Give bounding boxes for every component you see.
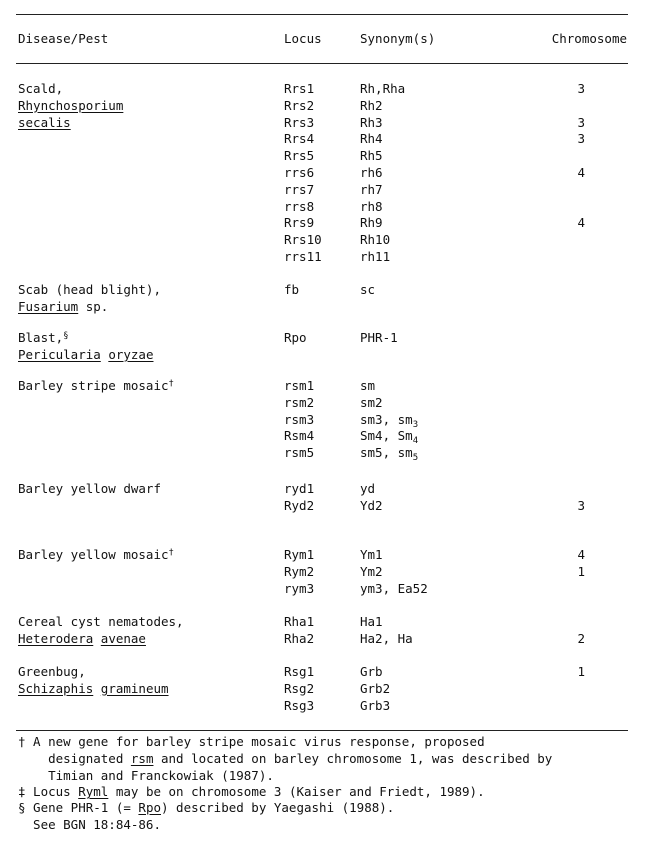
table-bottom-rule (16, 730, 628, 731)
synonym-subscript: 3 (412, 419, 419, 430)
disease-text: Scab (head blight), (18, 282, 161, 297)
locus-cell: Rrs9 (284, 215, 315, 231)
locus-cell: rrs7 (284, 181, 315, 197)
locus-cell: Rrs2 (284, 97, 315, 113)
footnote-underlined-term: Rpo (138, 800, 161, 815)
footnote-text: See BGN 18:84-86. (18, 816, 161, 832)
header-synonyms: Synonym(s) (360, 31, 436, 46)
disease-gap (93, 631, 101, 646)
locus-cell: rsm2 (284, 394, 315, 410)
synonym-text: Grb3 (360, 697, 391, 713)
locus-cell: rsm5 (284, 445, 315, 461)
synonym-cell (360, 411, 418, 428)
footnote-text: ) described by Yaegashi (1988). (161, 800, 395, 815)
synonym-text: ym3, Ea52 (360, 580, 428, 596)
chromosome-cell: 1 (577, 563, 585, 579)
synonym-text: yd (360, 481, 376, 496)
disease-text: Greenbug, (18, 664, 86, 679)
synonym-subscript: 4 (412, 436, 419, 447)
footnote-line (18, 750, 552, 767)
disease-name-line (18, 329, 69, 346)
synonym-cell (360, 329, 398, 346)
locus-cell: Rrs3 (284, 114, 315, 130)
disease-name-line (18, 114, 71, 131)
synonym-cell (360, 281, 375, 298)
chromosome-cell: 4 (577, 547, 585, 562)
footnote-text: designated (18, 750, 131, 766)
disease-name-line (18, 80, 63, 97)
chromosome-cell: 2 (577, 630, 585, 646)
synonym-cell (360, 563, 383, 580)
synonym-cell (360, 680, 390, 697)
disease-text: oryzae (108, 346, 154, 362)
locus-cell: Rha2 (284, 630, 315, 646)
disease-name-line (18, 613, 184, 630)
disease-text: gramineum (100, 680, 169, 696)
synonym-cell (360, 181, 383, 198)
footnote-text: § Gene PHR-1 (= (18, 800, 139, 815)
synonym-text: rh6 (360, 165, 383, 180)
locus-cell: Rsg1 (284, 664, 315, 679)
synonym-cell (360, 630, 413, 647)
locus-cell: rrs6 (284, 165, 315, 180)
disease-text: Schizaphis (18, 680, 94, 696)
synonym-text: Grb2 (360, 680, 391, 696)
chromosome-cell: 4 (577, 165, 585, 180)
synonym-cell (360, 97, 383, 114)
synonym-cell (360, 480, 375, 497)
synonym-text: sc (360, 282, 376, 297)
chromosome-cell: 1 (577, 664, 585, 679)
disease-text: Scald, (18, 81, 64, 96)
disease-name-line (18, 97, 123, 114)
synonym-cell (360, 497, 383, 514)
locus-cell: Rrs10 (284, 232, 322, 248)
footnote-underlined-term: Ryml (78, 784, 109, 799)
synonym-text: Ha2, Ha (360, 630, 413, 646)
footnote-underlined-term: rsm (130, 750, 154, 766)
synonym-cell (360, 198, 383, 215)
locus-cell: Rym2 (284, 563, 315, 579)
synonym-text: Rh10 (360, 232, 391, 248)
synonym-cell (360, 130, 383, 147)
locus-cell: rsm3 (284, 411, 315, 427)
disease-name-line (18, 663, 86, 680)
synonym-cell (360, 231, 390, 248)
disease-name-line (18, 281, 161, 298)
locus-cell: Rrs1 (284, 81, 315, 96)
disease-text: Blast, (18, 330, 64, 345)
chromosome-cell: 3 (577, 81, 585, 96)
locus-cell: Rrs4 (284, 131, 315, 147)
synonym-cell (360, 164, 383, 181)
synonym-text: Yd2 (360, 497, 383, 513)
chromosome-cell: 3 (577, 114, 585, 130)
synonym-cell (360, 147, 383, 164)
locus-cell: Rsg2 (284, 680, 315, 696)
synonym-text: Rh4 (360, 131, 383, 147)
synonym-cell (360, 394, 383, 411)
locus-cell: Rym1 (284, 547, 315, 562)
synonym-cell (360, 613, 383, 630)
synonym-cell (360, 248, 390, 265)
header-locus: Locus (284, 31, 322, 46)
synonym-text: Sm4, Sm (360, 428, 413, 444)
synonym-subscript: 5 (412, 453, 419, 464)
locus-cell: Rrs5 (284, 148, 315, 164)
footnote-text: and located on barley chromosome 1, was described by (153, 750, 553, 766)
synonym-text: Ym2 (360, 563, 383, 579)
synonym-text: Rh9 (360, 215, 383, 231)
header-disease: Disease/Pest (18, 31, 109, 46)
chromosome-cell: 4 (577, 215, 585, 231)
header-rule (16, 63, 628, 64)
disease-gap (93, 681, 101, 696)
disease-name-line (18, 346, 153, 363)
footnote-line (18, 767, 274, 784)
synonym-cell (360, 663, 383, 680)
footnote-text: Timian and Franckowiak (1987). (18, 767, 274, 783)
synonym-text: PHR-1 (360, 330, 398, 345)
synonym-cell (360, 377, 375, 394)
footnote-line (18, 783, 485, 800)
synonym-cell (360, 80, 405, 97)
synonym-cell (360, 444, 419, 464)
disease-text: Cereal cyst nematodes, (18, 614, 184, 629)
disease-text: avenae (100, 630, 146, 646)
synonym-cell (360, 546, 383, 563)
chromosome-cell: 3 (577, 131, 585, 147)
locus-cell: rrs8 (284, 198, 315, 214)
synonym-text: Rh5 (360, 148, 383, 164)
synonym-cell (360, 114, 383, 131)
synonym-text: sm5, sm (360, 445, 413, 461)
locus-cell: fb (284, 282, 300, 297)
footnote-text: ‡ Locus (18, 784, 79, 799)
locus-cell: Rpo (284, 330, 307, 345)
synonym-text: sm2 (360, 394, 383, 410)
locus-cell: Rha1 (284, 614, 315, 629)
disease-name-line (18, 480, 161, 497)
locus-cell: rym3 (284, 580, 315, 596)
footnote-line (18, 733, 485, 750)
header-chromosome: Chromosome (551, 31, 627, 46)
locus-cell: Rsm4 (284, 428, 315, 444)
locus-cell: rsm1 (284, 378, 315, 393)
disease-text: Fusarium (18, 298, 79, 314)
disease-name-line (18, 298, 108, 315)
footnote-marker: † (168, 548, 174, 558)
locus-cell: Rsg3 (284, 697, 315, 713)
disease-text: secalis (18, 114, 71, 130)
synonym-text: Rh2 (360, 97, 383, 113)
footnote-marker: § (63, 331, 69, 341)
synonym-cell (360, 697, 390, 714)
locus-cell: rrs11 (284, 249, 322, 264)
disease-text: Barley yellow mosaic (18, 547, 169, 562)
disease-name-line (18, 546, 174, 563)
synonym-text: sm3, sm (360, 411, 413, 427)
disease-name-line (18, 630, 146, 647)
disease-text: sp. (78, 298, 109, 314)
synonym-text: Rh,Rha (360, 81, 406, 96)
synonym-cell (360, 580, 428, 597)
synonym-text: Ha1 (360, 614, 383, 629)
top-rule (16, 14, 628, 15)
footnote-marker: † (168, 379, 174, 389)
disease-text: Barley yellow dwarf (18, 481, 161, 496)
disease-text: Rhynchosporium (18, 97, 124, 113)
locus-cell: ryd1 (284, 481, 315, 496)
footnote-line (18, 816, 161, 833)
disease-text: Heterodera (18, 630, 94, 646)
locus-cell: Ryd2 (284, 497, 315, 513)
footnote-line (18, 799, 394, 816)
disease-name-line (18, 377, 174, 394)
footnote-text: may be on chromosome 3 (Kaiser and Friedt, 1989). (108, 784, 485, 799)
synonym-text: Ym1 (360, 547, 383, 562)
footnote-text: † A new gene for barley stripe mosaic virus response, proposed (18, 734, 485, 749)
synonym-text: rh8 (360, 198, 383, 214)
disease-name-line (18, 680, 169, 697)
synonym-cell (360, 214, 383, 231)
synonym-cell (360, 427, 419, 447)
synonym-text: Rh3 (360, 114, 383, 130)
disease-text: Pericularia (18, 346, 101, 362)
disease-text: Barley stripe mosaic (18, 378, 169, 393)
chromosome-cell: 3 (577, 497, 585, 513)
synonym-text: sm (360, 378, 376, 393)
synonym-text: rh11 (360, 249, 391, 264)
synonym-text: rh7 (360, 181, 383, 197)
synonym-text: Grb (360, 664, 383, 679)
